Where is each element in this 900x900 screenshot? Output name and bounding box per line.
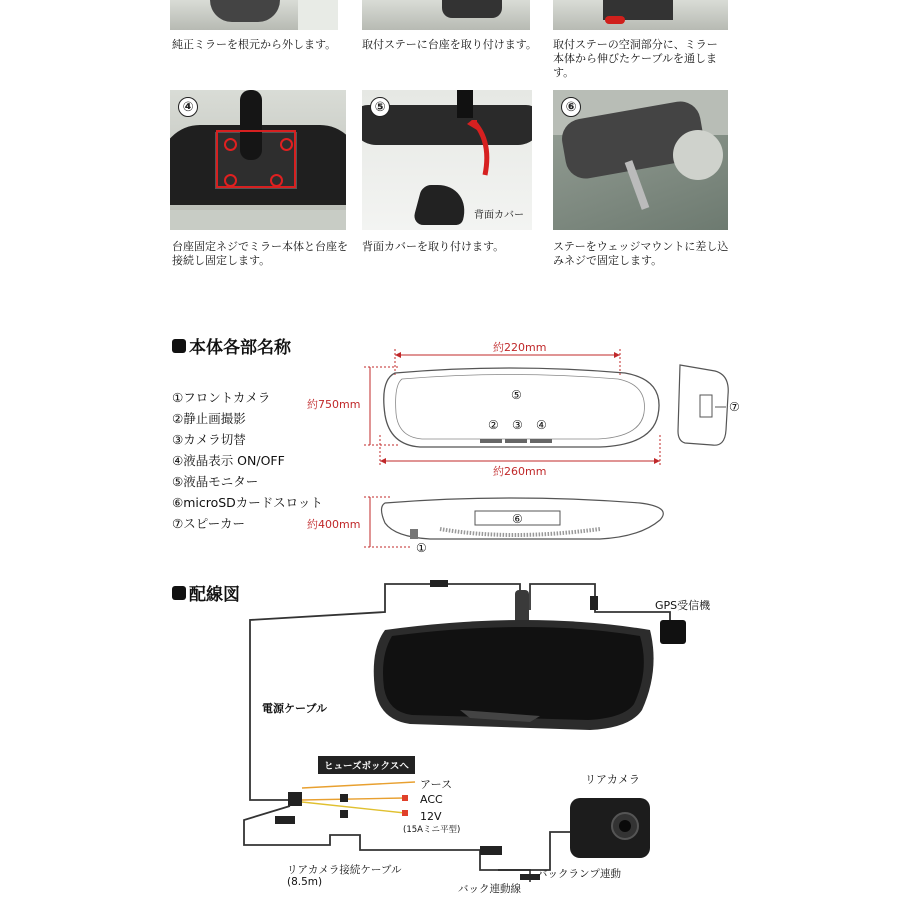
v12-note: (15Aミニ平型) <box>403 825 461 835</box>
step-5-caption: 背面カバーを取り付けます。 <box>362 240 505 253</box>
step-6-number: ⑥ <box>561 97 581 117</box>
step-6-caption: ステーをウェッジマウントに差し込みネジで固定します。 <box>553 240 729 267</box>
step-3-caption: 取付ステーの空洞部分に、ミラー本体から伸びたケーブルを通します。 <box>553 38 718 79</box>
earth-label: アース <box>420 778 453 791</box>
step-2-caption: 取付ステーに台座を取り付けます。 <box>362 38 537 51</box>
marker-5: ⑤ <box>511 388 522 402</box>
marker-6: ⑥ <box>512 512 523 526</box>
part-item: ⑤液晶モニター <box>172 474 259 489</box>
back-cover-label: 背面カバー <box>474 210 524 221</box>
marker-4: ④ <box>536 418 547 432</box>
step-1-photo <box>170 0 338 30</box>
acc-label: ACC <box>420 793 443 806</box>
rear-camera-label: リアカメラ <box>585 773 640 786</box>
step-1-caption: 純正ミラーを根元から外します。 <box>172 38 337 51</box>
part-item: ②静止画撮影 <box>172 411 246 426</box>
power-cable-label: 電源ケーブル <box>262 702 328 715</box>
rear-cable-label: リアカメラ接続ケーブル <box>287 864 402 876</box>
dim-bottom-width: 約260mm <box>493 465 547 478</box>
dim-height: 約750mm <box>307 398 361 411</box>
dim-top-width: 約220mm <box>493 341 547 354</box>
part-item: ⑥microSDカードスロット <box>172 495 323 510</box>
marker-1: ① <box>416 541 427 555</box>
parts-title: 本体各部名称 <box>189 338 291 358</box>
v12-label: 12V <box>420 810 442 823</box>
dim-depth: 約400mm <box>307 518 361 531</box>
step-4-caption: 台座固定ネジでミラー本体と台座を接続し固定します。 <box>172 240 348 267</box>
parts-heading <box>172 333 291 358</box>
rear-cable-length: (8.5m) <box>287 876 323 888</box>
heading-bullet-icon <box>172 339 186 353</box>
back-wire-label: バック連動線 <box>458 883 521 895</box>
back-lamp-label: バックランプ連動 <box>537 868 621 880</box>
marker-2: ② <box>488 418 499 432</box>
step-2-photo <box>362 0 530 30</box>
wiring-diagram <box>230 570 710 900</box>
part-item: ④液晶表示 ON/OFF <box>172 453 285 468</box>
marker-3: ③ <box>512 418 523 432</box>
gps-label: GPS受信機 <box>655 599 711 612</box>
step-5-number: ⑤ <box>370 97 390 117</box>
fuse-box-tag: ヒューズボックスへ <box>318 756 415 774</box>
part-item: ①フロントカメラ <box>172 390 271 405</box>
part-item: ⑦スピーカー <box>172 516 245 531</box>
step-3-photo <box>553 0 728 30</box>
part-item: ③カメラ切替 <box>172 432 246 447</box>
heading-bullet-icon <box>172 586 186 600</box>
step-4-number: ④ <box>178 97 198 117</box>
wiring-title: 配線図 <box>189 585 240 605</box>
marker-7: ⑦ <box>729 400 740 414</box>
